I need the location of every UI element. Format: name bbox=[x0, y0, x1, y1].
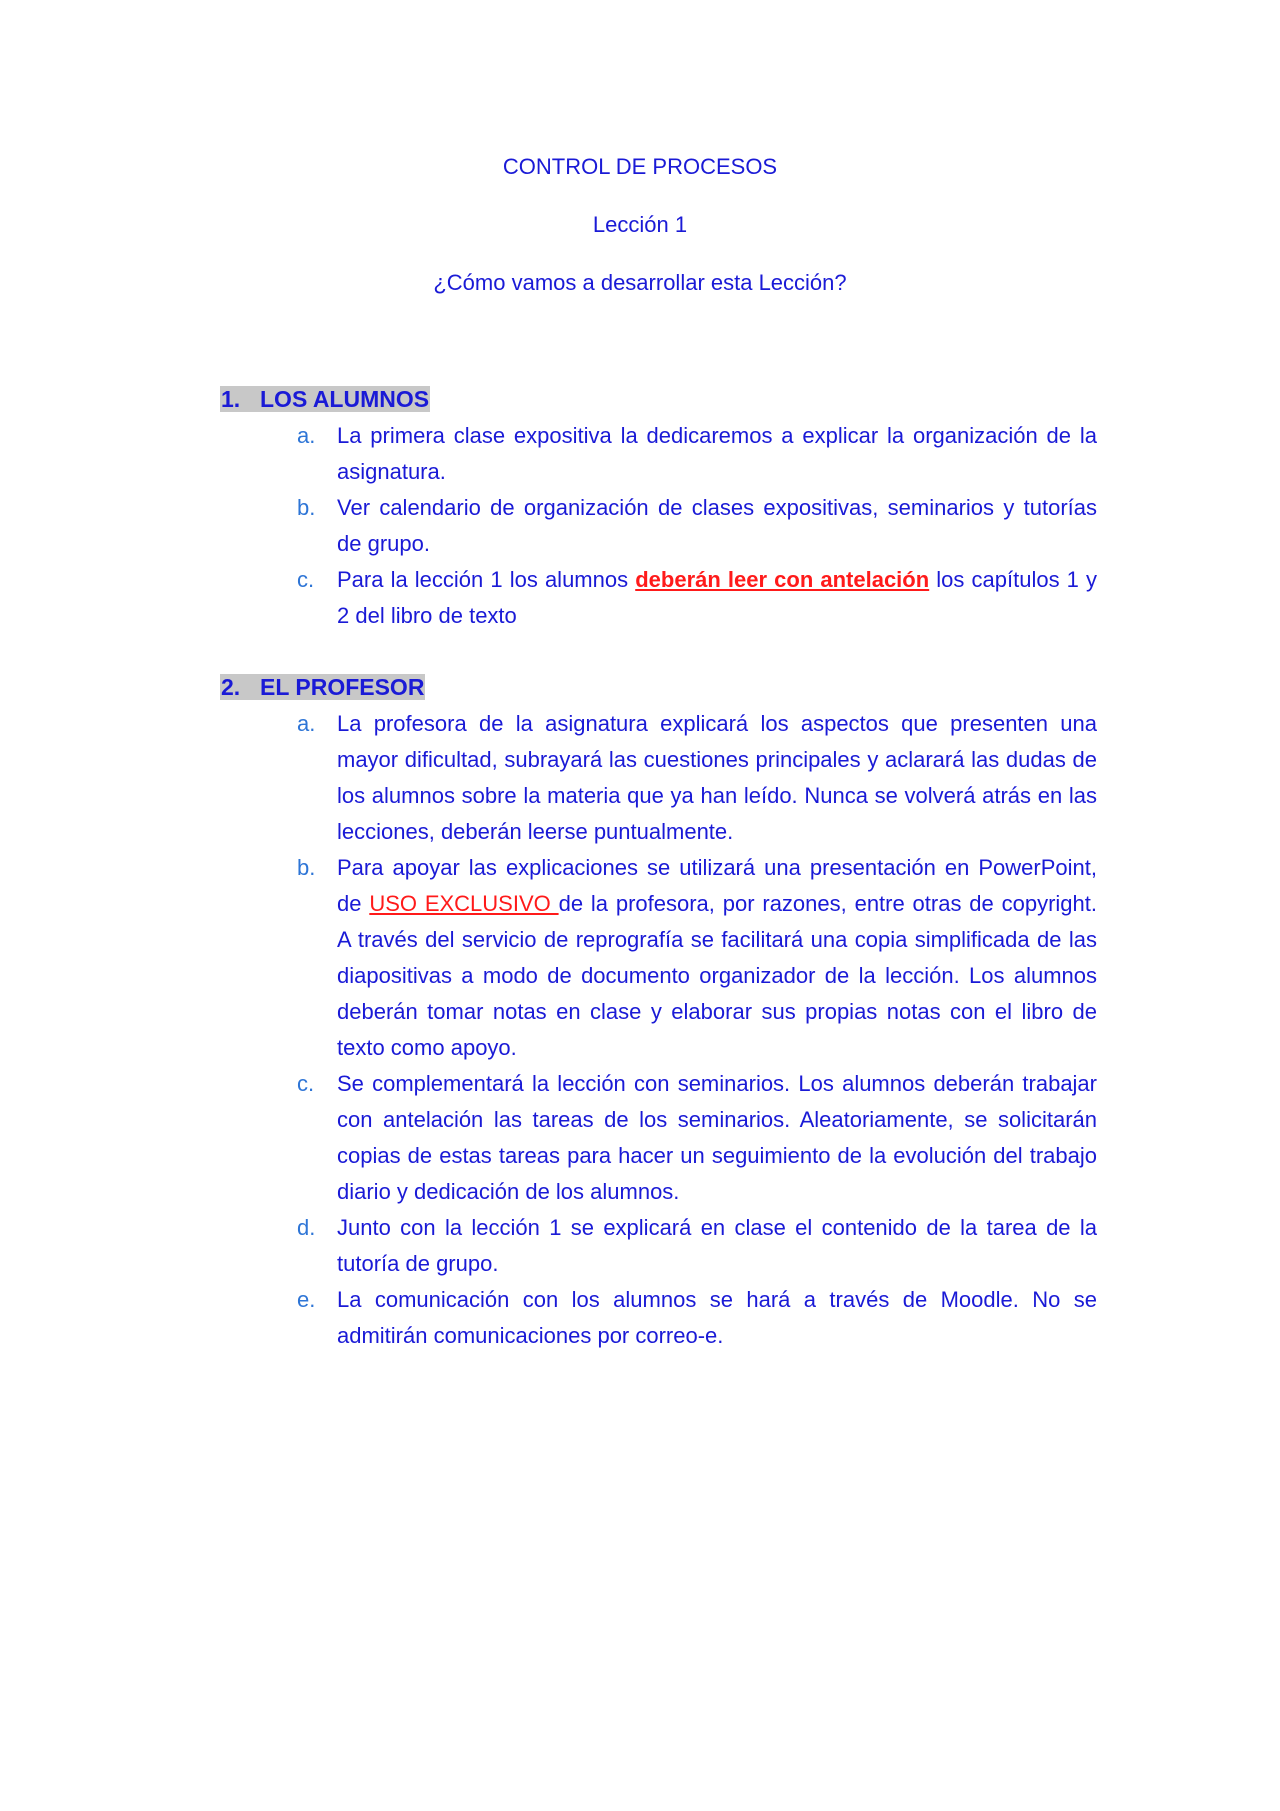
list-item bbox=[297, 562, 1097, 634]
list-item bbox=[297, 850, 1097, 1066]
list-marker: c. bbox=[297, 567, 315, 592]
list-item-text: La primera clase expositiva la dedicaremos a explicar la organización de la asignatura. bbox=[337, 423, 1097, 484]
alumnos-list bbox=[297, 418, 1097, 634]
list-item bbox=[297, 1066, 1097, 1210]
list-item-text-continued: los capítulos 1 y 2 del libro de texto bbox=[337, 567, 1098, 628]
list-marker: b. bbox=[297, 855, 316, 880]
profesor-list bbox=[297, 706, 1097, 1354]
emphasis-text: USO EXCLUSIVO bbox=[369, 891, 559, 916]
section-heading-profesor bbox=[220, 672, 425, 703]
section-heading-highlight bbox=[220, 674, 425, 700]
list-item-text: Para la lección 1 los alumnos bbox=[337, 567, 636, 592]
section-title: LOS ALUMNOS bbox=[260, 386, 430, 412]
list-item-text: Ver calendario de organización de clases expositivas, seminarios y tutorías de grupo. bbox=[337, 495, 1097, 556]
lesson-label: Lección 1 bbox=[592, 212, 688, 237]
list-item-text: La comunicación con los alumnos se hará a través de Moodle. No se admitirán comunicaciones por correo-e. bbox=[337, 1287, 1097, 1348]
list-item bbox=[297, 490, 1097, 562]
list-item-text: Se complementará la lección con seminarios. Los alumnos deberán trabajar con antelación las tareas de los seminarios. Aleatoriamente, se solicitarán copias de estas tareas para hacer un seguimiento de la evolución del trabajo diario y dedicación de los alumnos. bbox=[337, 1071, 1097, 1204]
section-heading-highlight bbox=[220, 386, 430, 412]
emphasis-text: deberán leer con antelación bbox=[635, 567, 930, 592]
section-title: EL PROFESOR bbox=[260, 674, 425, 700]
list-item-text: Junto con la lección 1 se explicará en clase el contenido de la tarea de la tutoría de grupo. bbox=[337, 1215, 1097, 1276]
list-item bbox=[297, 1282, 1097, 1354]
list-marker: d. bbox=[297, 1215, 316, 1240]
section-number: 2. bbox=[221, 674, 241, 700]
list-marker: c. bbox=[297, 1071, 315, 1096]
list-item bbox=[297, 706, 1097, 850]
list-item-text: La profesora de la asignatura explicará los aspectos que presenten una mayor dificultad, subrayará las cuestiones principales y aclarará las dudas de los alumnos sobre la materia que ya han leído. Nunca se volverá atrás en las lecciones, deberán leerse puntualmente. bbox=[337, 711, 1097, 844]
list-marker: e. bbox=[297, 1287, 316, 1312]
list-marker: a. bbox=[297, 423, 316, 448]
document-title: CONTROL DE PROCESOS bbox=[502, 154, 778, 179]
list-marker: a. bbox=[297, 711, 316, 736]
list-marker: b. bbox=[297, 495, 316, 520]
section-heading-alumnos bbox=[220, 384, 430, 415]
list-item bbox=[297, 418, 1097, 490]
section-number: 1. bbox=[221, 386, 241, 412]
list-item-text-continued: de la profesora, por razones, entre otras de copyright. A través del servicio de reprografía se facilitará una copia simplificada de las diapositivas a modo de documento organizador de la lección. Los alumnos deberán tomar notas en clase y elaborar sus propias notas con el libro de texto como apoyo. bbox=[337, 891, 1097, 1060]
list-item bbox=[297, 1210, 1097, 1282]
lesson-question: ¿Cómo vamos a desarrollar esta Lección? bbox=[433, 270, 847, 295]
list-item-text: Para apoyar las explicaciones se utilizará una presentación en PowerPoint, de bbox=[337, 855, 1097, 916]
